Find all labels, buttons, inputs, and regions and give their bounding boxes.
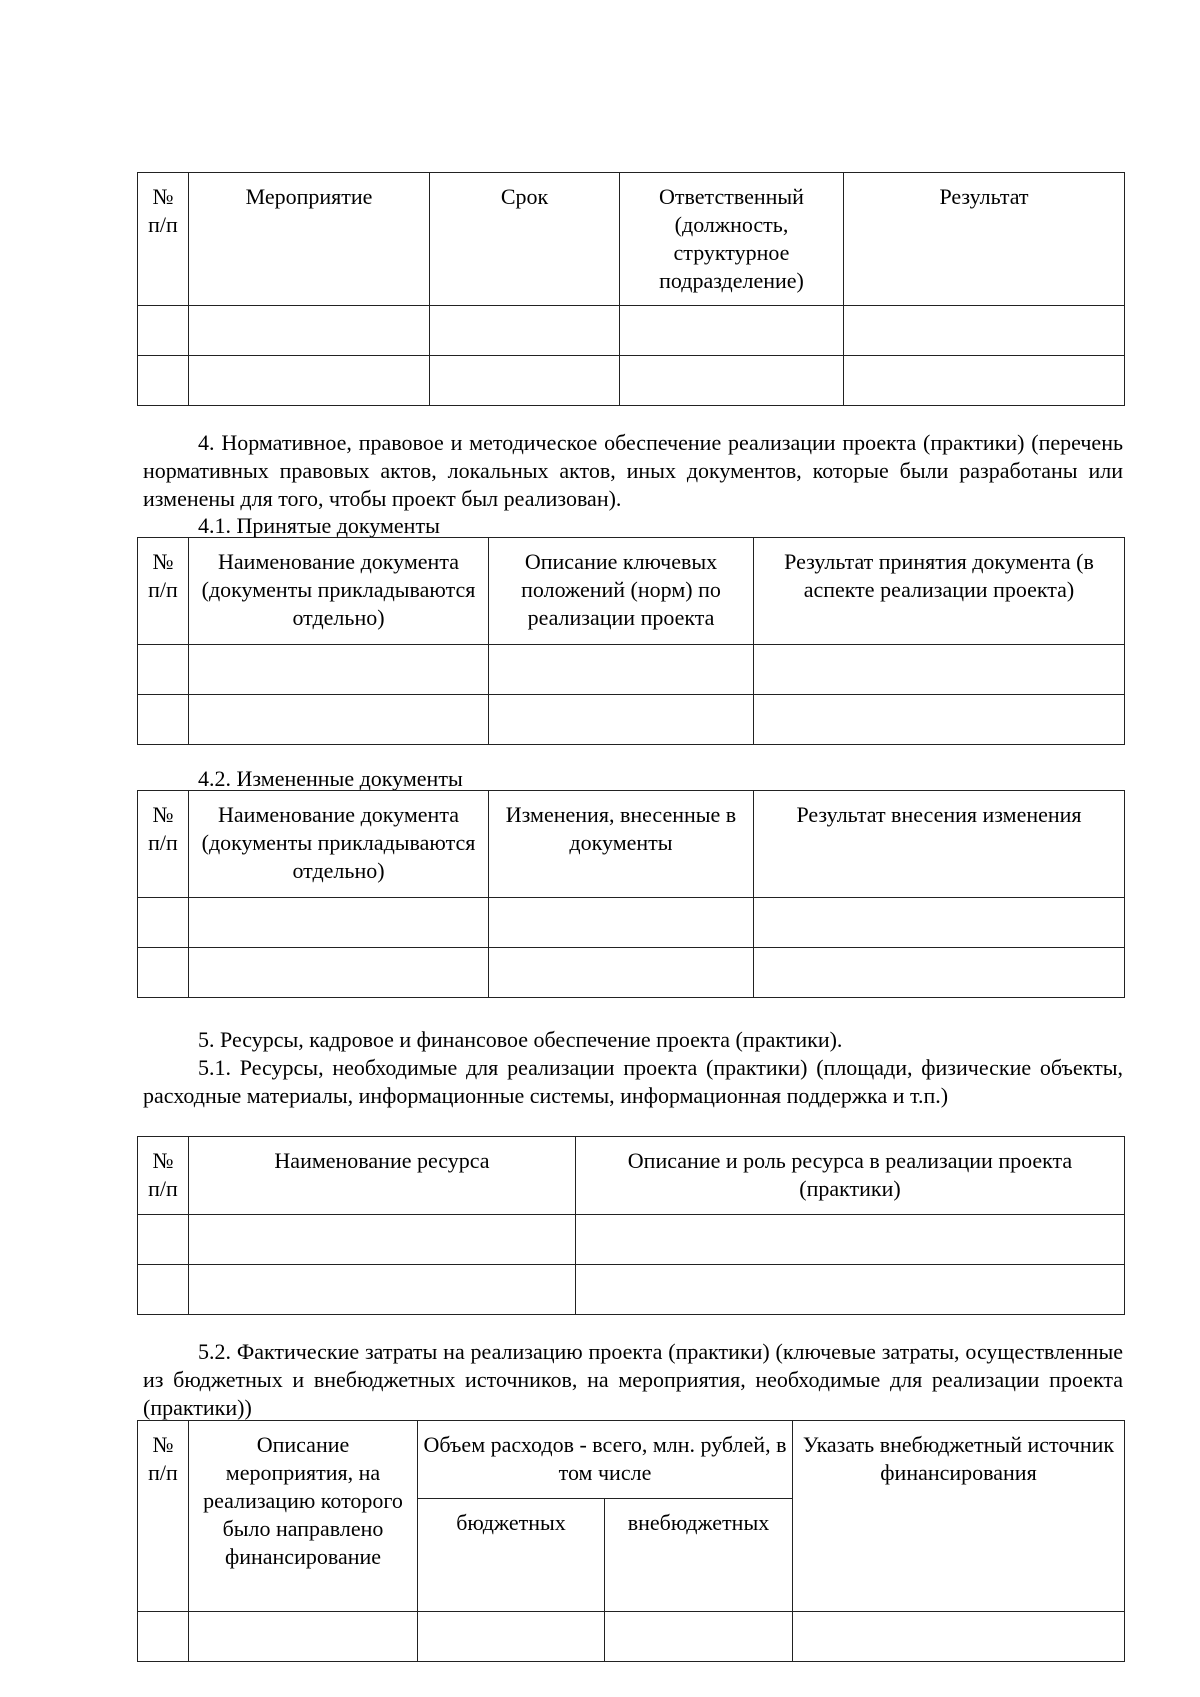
header-cell-result: Результат — [844, 173, 1125, 306]
costs-table — [137, 1420, 1125, 1662]
table-row — [138, 948, 1125, 998]
table-cell[interactable] — [189, 356, 430, 406]
header-cell-event: Мероприятие — [189, 173, 430, 306]
header-cell-document-name: Наименование документа (документы прикладываются отдельно) — [189, 791, 489, 898]
table-cell[interactable] — [138, 1612, 189, 1662]
header-cell-number: № п/п — [138, 173, 189, 306]
table-cell[interactable] — [754, 645, 1125, 695]
header-cell-source: Указать внебюджетный источник финансирования — [793, 1421, 1125, 1612]
table-row — [138, 1215, 1125, 1265]
header-cell-number: № п/п — [138, 1421, 189, 1612]
table-cell[interactable] — [418, 1612, 605, 1662]
header-cell-description: Описание мероприятия, на реализацию которого было направлено финансирование — [189, 1421, 418, 1612]
table-cell[interactable] — [138, 948, 189, 998]
table-cell[interactable] — [138, 645, 189, 695]
header-cell-resource-name: Наименование ресурса — [189, 1137, 576, 1215]
table-cell[interactable] — [189, 898, 489, 948]
header-cell-resource-role: Описание и роль ресурса в реализации проекта (практики) — [576, 1137, 1125, 1215]
table-cell[interactable] — [138, 356, 189, 406]
table-cell[interactable] — [189, 948, 489, 998]
table-cell[interactable] — [489, 695, 754, 745]
table-cell[interactable] — [138, 1215, 189, 1265]
section-4-text: 4. Нормативное, правовое и методическое обеспечение реализации проекта (практики) (перечень нормативных правовых актов, локальных актов, иных документов, которые были разработаны или изменены для того, чтобы проект был реализован). — [143, 430, 1123, 511]
table-cell[interactable] — [793, 1612, 1125, 1662]
header-cell-deadline: Срок — [430, 173, 620, 306]
table-cell[interactable] — [844, 356, 1125, 406]
table-cell[interactable] — [138, 1265, 189, 1315]
table-cell[interactable] — [189, 695, 489, 745]
table-cell[interactable] — [138, 898, 189, 948]
table-cell[interactable] — [138, 306, 189, 356]
events-table — [137, 172, 1125, 406]
resources-table — [137, 1136, 1125, 1315]
table-row — [138, 898, 1125, 948]
table-row — [138, 356, 1125, 406]
table-cell[interactable] — [189, 645, 489, 695]
table-row — [138, 695, 1125, 745]
table-cell[interactable] — [489, 898, 754, 948]
header-cell-number: № п/п — [138, 791, 189, 898]
table-cell[interactable] — [189, 306, 430, 356]
table-cell[interactable] — [189, 1265, 576, 1315]
header-cell-document-name: Наименование документа (документы прикладываются отдельно) — [189, 538, 489, 645]
changed-documents-table — [137, 790, 1125, 998]
header-cell-changes: Изменения, внесенные в документы — [489, 791, 754, 898]
header-cell-adoption-result: Результат принятия документа (в аспекте реализации проекта) — [754, 538, 1125, 645]
table-cell[interactable] — [138, 695, 189, 745]
table-row — [138, 306, 1125, 356]
header-cell-number: № п/п — [138, 538, 189, 645]
table-cell[interactable] — [189, 1215, 576, 1265]
table-cell[interactable] — [489, 948, 754, 998]
table-row — [138, 645, 1125, 695]
section-4-2-title: 4.2. Измененные документы — [198, 766, 463, 791]
header-cell-extrabudget: внебюджетных — [605, 1499, 793, 1612]
table-cell[interactable] — [189, 1612, 418, 1662]
table-cell[interactable] — [576, 1215, 1125, 1265]
table-cell[interactable] — [430, 306, 620, 356]
section-5-title: 5. Ресурсы, кадровое и финансовое обеспечение проекта (практики). — [198, 1027, 843, 1052]
header-cell-volume: Объем расходов - всего, млн. рублей, в том числе — [418, 1421, 793, 1499]
header-cell-responsible: Ответственный (должность, структурное подразделение) — [620, 173, 844, 306]
table-cell[interactable] — [605, 1612, 793, 1662]
section-5-2-text: 5.2. Фактические затраты на реализацию проекта (практики) (ключевые затраты, осуществленные из бюджетных и внебюджетных источников, на мероприятия, необходимые для реализации проекта (практики)) — [143, 1339, 1123, 1420]
section-4-1-title: 4.1. Принятые документы — [198, 513, 440, 538]
table-cell[interactable] — [430, 356, 620, 406]
table-cell[interactable] — [620, 356, 844, 406]
table-row — [138, 1612, 1125, 1662]
table-cell[interactable] — [754, 948, 1125, 998]
table-cell[interactable] — [754, 695, 1125, 745]
adopted-documents-table — [137, 537, 1125, 745]
table-cell[interactable] — [844, 306, 1125, 356]
table-row — [138, 1265, 1125, 1315]
table-cell[interactable] — [620, 306, 844, 356]
table-cell[interactable] — [576, 1265, 1125, 1315]
header-cell-change-result: Результат внесения изменения — [754, 791, 1125, 898]
header-cell-budget: бюджетных — [418, 1499, 605, 1612]
table-cell[interactable] — [489, 645, 754, 695]
header-cell-number: № п/п — [138, 1137, 189, 1215]
header-cell-key-provisions: Описание ключевых положений (норм) по реализации проекта — [489, 538, 754, 645]
table-cell[interactable] — [754, 898, 1125, 948]
section-5-1-text: 5.1. Ресурсы, необходимые для реализации проекта (практики) (площади, физические объекты, расходные материалы, информационные системы, информационная поддержка и т.п.) — [143, 1055, 1123, 1108]
